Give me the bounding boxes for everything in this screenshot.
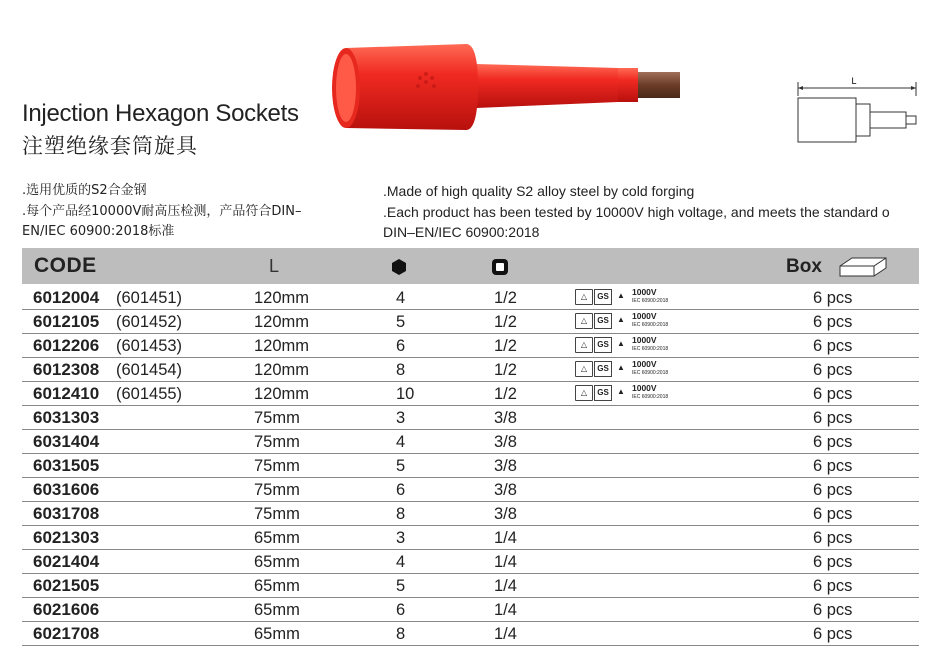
insulation-triangle-icon: △ <box>575 313 593 329</box>
cell-box-qty: 6 pcs <box>813 505 853 523</box>
cell-hex-size: 3 <box>396 529 406 547</box>
cell-box-qty: 6 pcs <box>813 625 853 643</box>
description-chinese <box>22 181 362 243</box>
cell-box-qty: 6 pcs <box>813 457 853 475</box>
cell-code: 6012004 <box>33 288 100 307</box>
table-row <box>22 478 919 502</box>
cell-code: 6021404 <box>33 552 100 571</box>
cell-alt-code: (601453) <box>116 337 183 355</box>
cert-voltage: 1000V <box>632 311 657 321</box>
page-title-chinese: 注塑绝缘套筒旋具 <box>22 134 198 158</box>
cell-box-qty: 6 pcs <box>813 409 853 427</box>
square-drive-icon <box>491 258 509 276</box>
warning-triangle-icon: ▲ <box>617 387 625 396</box>
cell-code: 6031505 <box>33 456 100 475</box>
cell-square-drive: 1/2 <box>494 337 517 355</box>
cell-length: 120mm <box>254 337 310 355</box>
page-title-english: Injection Hexagon Sockets <box>22 100 299 127</box>
cell-hex-size: 4 <box>396 433 406 451</box>
cert-standard: IEC 60900:2018 <box>632 298 669 304</box>
cell-hex-size: 6 <box>396 601 406 619</box>
cell-hex-size: 5 <box>396 577 406 595</box>
warning-triangle-icon: ▲ <box>617 315 625 324</box>
cell-square-drive: 1/4 <box>494 553 517 571</box>
cell-box-qty: 6 pcs <box>813 385 853 403</box>
cell-hex-size: 8 <box>396 625 406 643</box>
product-socket-image <box>326 38 686 138</box>
table-row <box>22 358 919 382</box>
table-header <box>22 248 919 284</box>
description-line: .Made of high quality S2 alloy steel by cold forging <box>383 183 695 199</box>
table-row <box>22 382 919 406</box>
warning-triangle-icon: ▲ <box>617 291 625 300</box>
cell-length: 75mm <box>254 505 300 523</box>
gs-mark-icon: GS <box>594 337 612 353</box>
cell-hex-size: 10 <box>396 385 415 403</box>
cell-hex-size: 5 <box>396 457 406 475</box>
table-row <box>22 622 919 646</box>
cell-alt-code: (601452) <box>116 313 183 331</box>
cell-length: 120mm <box>254 313 310 331</box>
cert-voltage: 1000V <box>632 383 657 393</box>
cell-code: 6031708 <box>33 504 100 523</box>
cell-square-drive: 1/4 <box>494 529 517 547</box>
cell-square-drive: 3/8 <box>494 505 517 523</box>
table-row <box>22 310 919 334</box>
certification-icons <box>575 361 675 377</box>
insulation-triangle-icon: △ <box>575 385 593 401</box>
table-row <box>22 502 919 526</box>
cell-length: 65mm <box>254 625 300 643</box>
cell-box-qty: 6 pcs <box>813 313 853 331</box>
cell-hex-size: 4 <box>396 553 406 571</box>
table-row <box>22 574 919 598</box>
cell-box-qty: 6 pcs <box>813 481 853 499</box>
diagram-l-label: L <box>851 76 857 86</box>
cell-box-qty: 6 pcs <box>813 529 853 547</box>
cell-box-qty: 6 pcs <box>813 553 853 571</box>
cell-square-drive: 3/8 <box>494 433 517 451</box>
table-row <box>22 286 919 310</box>
cert-voltage: 1000V <box>632 359 657 369</box>
cell-hex-size: 4 <box>396 289 406 307</box>
hexagon-icon <box>390 258 408 276</box>
cell-code: 6021708 <box>33 624 100 643</box>
cell-hex-size: 6 <box>396 337 406 355</box>
description-line: .Each product has been tested by 10000V high voltage, and meets the standard o <box>383 203 890 220</box>
cell-square-drive: 1/2 <box>494 361 517 379</box>
gs-mark-icon: GS <box>594 361 612 377</box>
gs-mark-icon: GS <box>594 313 612 329</box>
header-length: L <box>269 256 280 276</box>
table-row <box>22 430 919 454</box>
cell-length: 75mm <box>254 457 300 475</box>
cell-alt-code: (601451) <box>116 289 183 307</box>
cert-standard: IEC 60900:2018 <box>632 322 669 328</box>
cell-code: 6031404 <box>33 432 100 451</box>
cert-standard: IEC 60900:2018 <box>632 346 669 352</box>
cell-alt-code: (601455) <box>116 385 183 403</box>
certification-icons <box>575 289 675 305</box>
cell-length: 120mm <box>254 385 310 403</box>
cell-length: 75mm <box>254 409 300 427</box>
gs-mark-icon: GS <box>594 385 612 401</box>
cell-code: 6012410 <box>33 384 100 403</box>
description-english <box>383 181 950 243</box>
cell-hex-size: 8 <box>396 361 406 379</box>
description-line: .每个产品经10000V耐高压检测，产品符合DIN– <box>22 203 302 219</box>
gs-mark-icon: GS <box>594 289 612 305</box>
cell-box-qty: 6 pcs <box>813 361 853 379</box>
cell-box-qty: 6 pcs <box>813 577 853 595</box>
cell-code: 6021505 <box>33 576 100 595</box>
cell-alt-code: (601454) <box>116 361 183 379</box>
cell-box-qty: 6 pcs <box>813 337 853 355</box>
cert-standard: IEC 60900:2018 <box>632 394 669 400</box>
cell-hex-size: 3 <box>396 409 406 427</box>
cell-square-drive: 1/4 <box>494 625 517 643</box>
insulation-triangle-icon: △ <box>575 337 593 353</box>
cell-length: 65mm <box>254 601 300 619</box>
insulation-triangle-icon: △ <box>575 361 593 377</box>
header-box: Box <box>786 256 822 277</box>
table-row <box>22 526 919 550</box>
cert-standard: IEC 60900:2018 <box>632 370 669 376</box>
cell-code: 6012105 <box>33 312 100 331</box>
cell-code: 6012206 <box>33 336 100 355</box>
cell-code: 6021606 <box>33 600 100 619</box>
certification-icons <box>575 313 675 329</box>
box-icon <box>838 256 888 278</box>
certification-icons <box>575 385 675 401</box>
product-table <box>22 286 919 646</box>
dimension-diagram <box>790 74 920 148</box>
cell-length: 75mm <box>254 433 300 451</box>
cell-square-drive: 1/4 <box>494 577 517 595</box>
cell-square-drive: 1/2 <box>494 313 517 331</box>
cell-length: 65mm <box>254 553 300 571</box>
warning-triangle-icon: ▲ <box>617 363 625 372</box>
cell-box-qty: 6 pcs <box>813 433 853 451</box>
cell-hex-size: 8 <box>396 505 406 523</box>
table-row <box>22 454 919 478</box>
description-line: EN/IEC 60900:2018标准 <box>22 224 175 239</box>
cell-length: 120mm <box>254 361 310 379</box>
cell-code: 6031303 <box>33 408 100 427</box>
cell-length: 120mm <box>254 289 310 307</box>
table-row <box>22 598 919 622</box>
cell-square-drive: 1/2 <box>494 385 517 403</box>
warning-triangle-icon: ▲ <box>617 339 625 348</box>
cell-square-drive: 1/2 <box>494 289 517 307</box>
insulation-triangle-icon: △ <box>575 289 593 305</box>
cell-square-drive: 3/8 <box>494 481 517 499</box>
description-line: DIN–EN/IEC 60900:2018 <box>383 224 540 240</box>
certification-icons <box>575 337 675 353</box>
cell-length: 65mm <box>254 577 300 595</box>
cert-voltage: 1000V <box>632 335 657 345</box>
table-row <box>22 406 919 430</box>
table-row <box>22 550 919 574</box>
cell-hex-size: 6 <box>396 481 406 499</box>
table-row <box>22 334 919 358</box>
cell-square-drive: 3/8 <box>494 457 517 475</box>
cell-length: 75mm <box>254 481 300 499</box>
cell-square-drive: 1/4 <box>494 601 517 619</box>
cert-voltage: 1000V <box>632 287 657 297</box>
cell-code: 6012308 <box>33 360 100 379</box>
header-code: CODE <box>34 254 97 277</box>
cell-code: 6021303 <box>33 528 100 547</box>
cell-length: 65mm <box>254 529 300 547</box>
description-line: .选用优质的S2合金钢 <box>22 183 147 198</box>
cell-box-qty: 6 pcs <box>813 289 853 307</box>
cell-box-qty: 6 pcs <box>813 601 853 619</box>
cell-code: 6031606 <box>33 480 100 499</box>
cell-hex-size: 5 <box>396 313 406 331</box>
cell-square-drive: 3/8 <box>494 409 517 427</box>
